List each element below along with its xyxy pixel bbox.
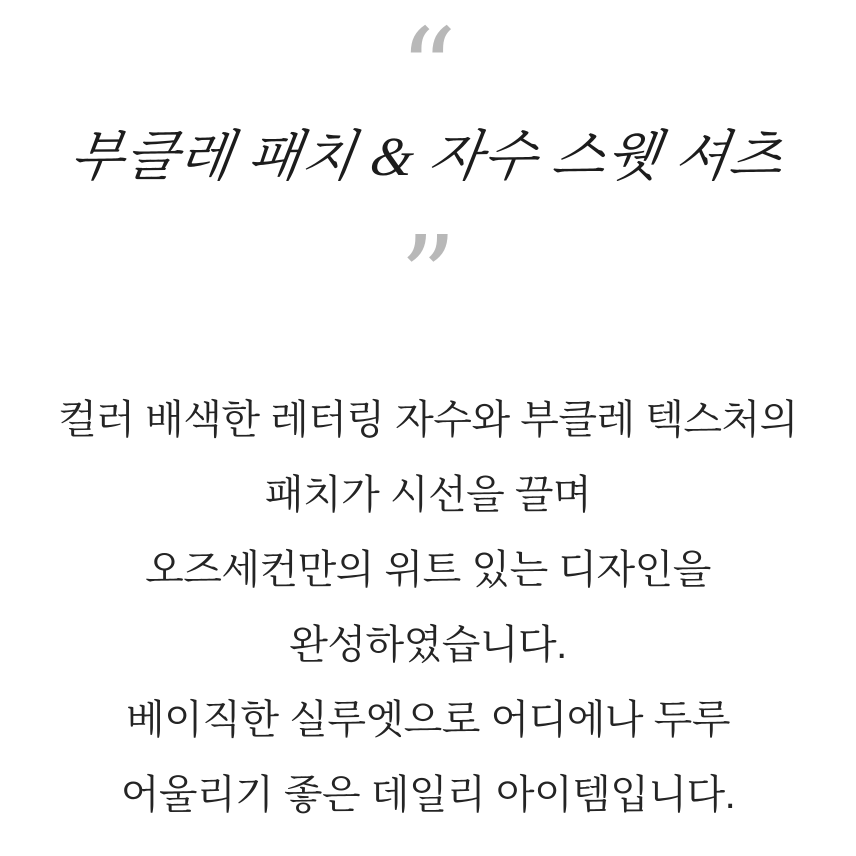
description-line: 완성하였습니다. (289, 623, 567, 667)
description-line: 컬러 배색한 레터링 자수와 부클레 텍스처의 (58, 398, 798, 442)
description-line: 오즈세컨만의 위트 있는 디자인을 (145, 548, 711, 592)
description-line: 패치가 시선을 끌며 (264, 473, 592, 517)
description-line: 베이직한 실루엣으로 어디에나 두루 (126, 698, 730, 742)
description-line: 어울리기 좋은 데일리 아이템입니다. (120, 773, 736, 817)
open-quote-icon: “ (399, 5, 457, 135)
product-title: 부클레 패치 & 자수 스웻 셔츠 (66, 126, 789, 187)
product-description (0, 383, 856, 833)
close-quote-icon: ” (399, 213, 457, 343)
